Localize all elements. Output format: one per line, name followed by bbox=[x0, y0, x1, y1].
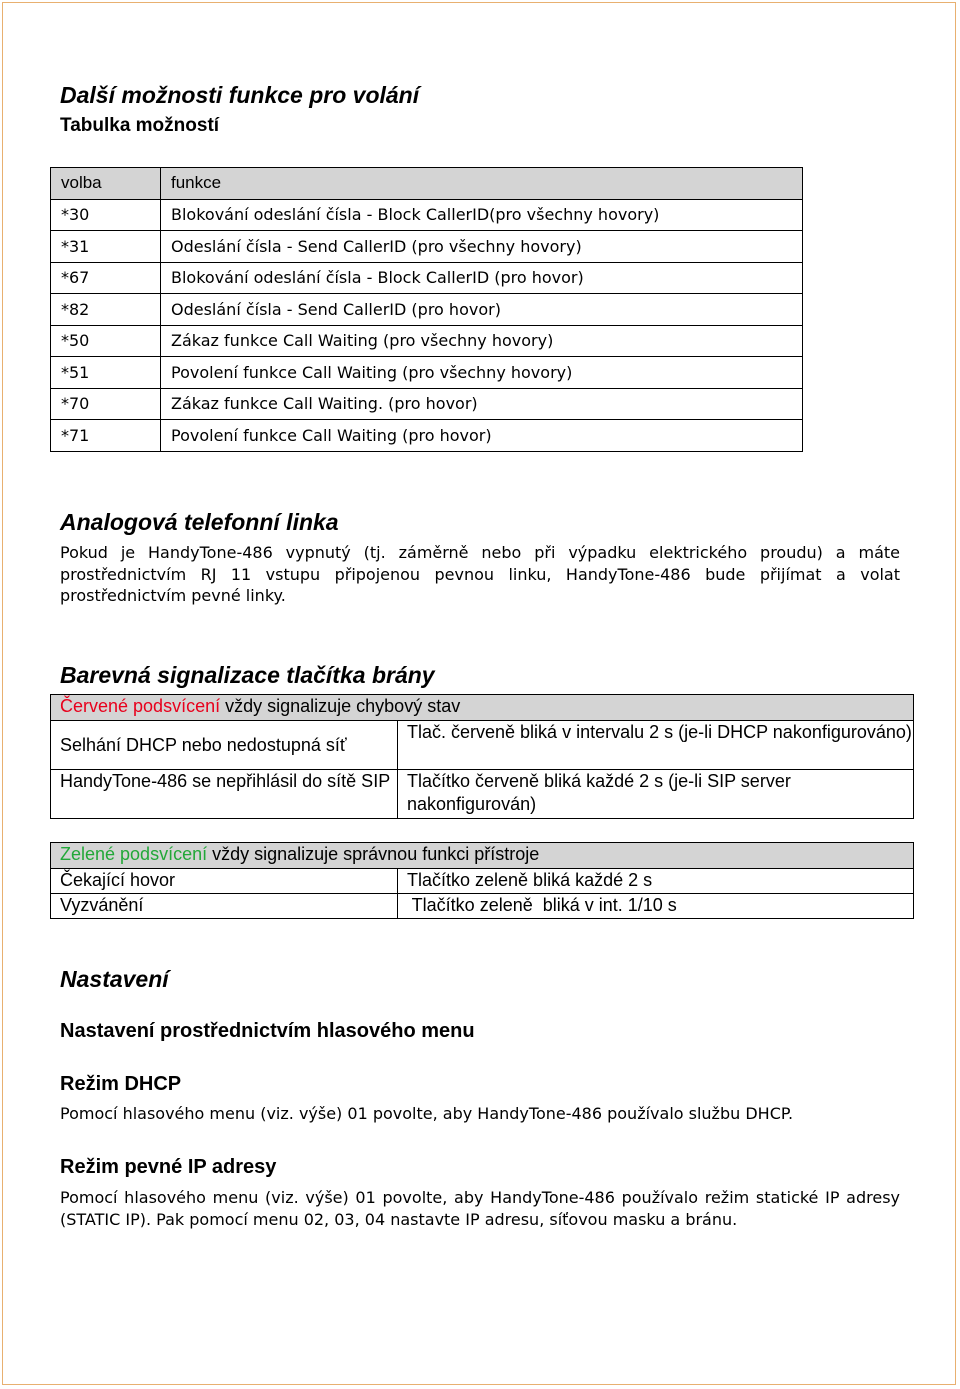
table-row bbox=[51, 199, 803, 231]
table-row bbox=[51, 262, 803, 294]
option-function: Odeslání čísla - Send CallerID (pro hovor) bbox=[161, 294, 803, 326]
static-ip-paragraph: Pomocí hlasového menu (viz. výše) 01 povolte, aby HandyTone-486 používalo režim statické IP adresy (STATIC IP). Pak pomocí menu 02, 03, 04 nastavte IP adresu, síťovou masku a bránu. bbox=[60, 1188, 900, 1229]
table-row bbox=[51, 357, 803, 389]
table-row bbox=[51, 420, 803, 452]
column-header-function: funkce bbox=[161, 168, 803, 200]
table-row bbox=[51, 231, 803, 263]
red-backlight-label: Červené podsvícení bbox=[60, 696, 221, 716]
option-code: *67 bbox=[51, 262, 161, 294]
signal-description: Tlačítko zeleně bliká každé 2 s bbox=[398, 869, 914, 894]
green-backlight-label: Zelené podsvícení bbox=[60, 844, 208, 864]
section-title-call-options: Další možnosti funkce pro volání bbox=[60, 82, 420, 108]
option-function: Odeslání čísla - Send CallerID (pro všechny hovory) bbox=[161, 231, 803, 263]
option-function: Blokování odeslání čísla - Block CallerID(pro všechny hovory) bbox=[161, 199, 803, 231]
dhcp-mode-paragraph: Pomocí hlasového menu (viz. výše) 01 povolte, aby HandyTone-486 používalo službu DHCP. bbox=[60, 1104, 794, 1123]
option-code: *50 bbox=[51, 325, 161, 357]
section-title-button-signal: Barevná signalizace tlačítka brány bbox=[60, 662, 435, 688]
signal-description: Tlačítko červeně bliká každé 2 s (je-li SIP server nakonfigurován) bbox=[398, 770, 914, 819]
red-signal-table bbox=[50, 694, 914, 819]
table-row bbox=[51, 325, 803, 357]
table-row bbox=[51, 388, 803, 420]
option-code: *30 bbox=[51, 199, 161, 231]
section-title-analog-line: Analogová telefonní linka bbox=[60, 509, 339, 535]
option-code: *31 bbox=[51, 231, 161, 263]
options-table-title: Tabulka možností bbox=[60, 115, 220, 136]
red-header-text: vždy signalizuje chybový stav bbox=[220, 696, 461, 716]
red-table-header bbox=[51, 695, 914, 721]
option-code: *82 bbox=[51, 294, 161, 326]
signal-condition: Selhání DHCP nebo nedostupná síť bbox=[51, 721, 398, 770]
green-signal-table bbox=[50, 842, 914, 919]
table-row bbox=[51, 869, 914, 894]
option-function: Povolení funkce Call Waiting (pro všechny hovory) bbox=[161, 357, 803, 389]
voice-menu-title: Nastavení prostřednictvím hlasového menu bbox=[60, 1020, 475, 1042]
options-table bbox=[50, 167, 803, 452]
signal-condition: Vyzvánění bbox=[51, 894, 398, 919]
option-code: *51 bbox=[51, 357, 161, 389]
option-function: Blokování odeslání čísla - Block CallerID (pro hovor) bbox=[161, 262, 803, 294]
green-header-text: vždy signalizuje správnou funkci přístroje bbox=[207, 844, 540, 864]
table-row bbox=[51, 721, 914, 770]
table-row bbox=[51, 294, 803, 326]
option-function: Zákaz funkce Call Waiting. (pro hovor) bbox=[161, 388, 803, 420]
signal-description: Tlačítko zeleně bliká v int. 1/10 s bbox=[398, 894, 914, 919]
table-header-row bbox=[51, 168, 803, 200]
static-ip-title: Režim pevné IP adresy bbox=[60, 1156, 277, 1178]
option-function: Povolení funkce Call Waiting (pro hovor) bbox=[161, 420, 803, 452]
section-title-settings: Nastavení bbox=[60, 966, 169, 992]
dhcp-mode-title: Režim DHCP bbox=[60, 1073, 182, 1095]
column-header-option: volba bbox=[51, 168, 161, 200]
table-row bbox=[51, 894, 914, 919]
signal-condition: Čekající hovor bbox=[51, 869, 398, 894]
table-row bbox=[51, 770, 914, 819]
option-function: Zákaz funkce Call Waiting (pro všechny hovory) bbox=[161, 325, 803, 357]
analog-line-paragraph: Pokud je HandyTone-486 vypnutý (tj. záměrně nebo při výpadku elektrického proudu) a máte prostřednictvím RJ 11 vstupu připojenou pevnou linku, HandyTone-486 bude přijímat a volat prostřednictvím pevné linky. bbox=[60, 543, 900, 605]
green-table-header bbox=[51, 843, 914, 869]
signal-condition: HandyTone-486 se nepřihlásil do sítě SIP bbox=[51, 770, 398, 819]
option-code: *71 bbox=[51, 420, 161, 452]
option-code: *70 bbox=[51, 388, 161, 420]
signal-description: Tlač. červeně bliká v intervalu 2 s (je-li DHCP nakonfigurováno) bbox=[398, 721, 914, 770]
